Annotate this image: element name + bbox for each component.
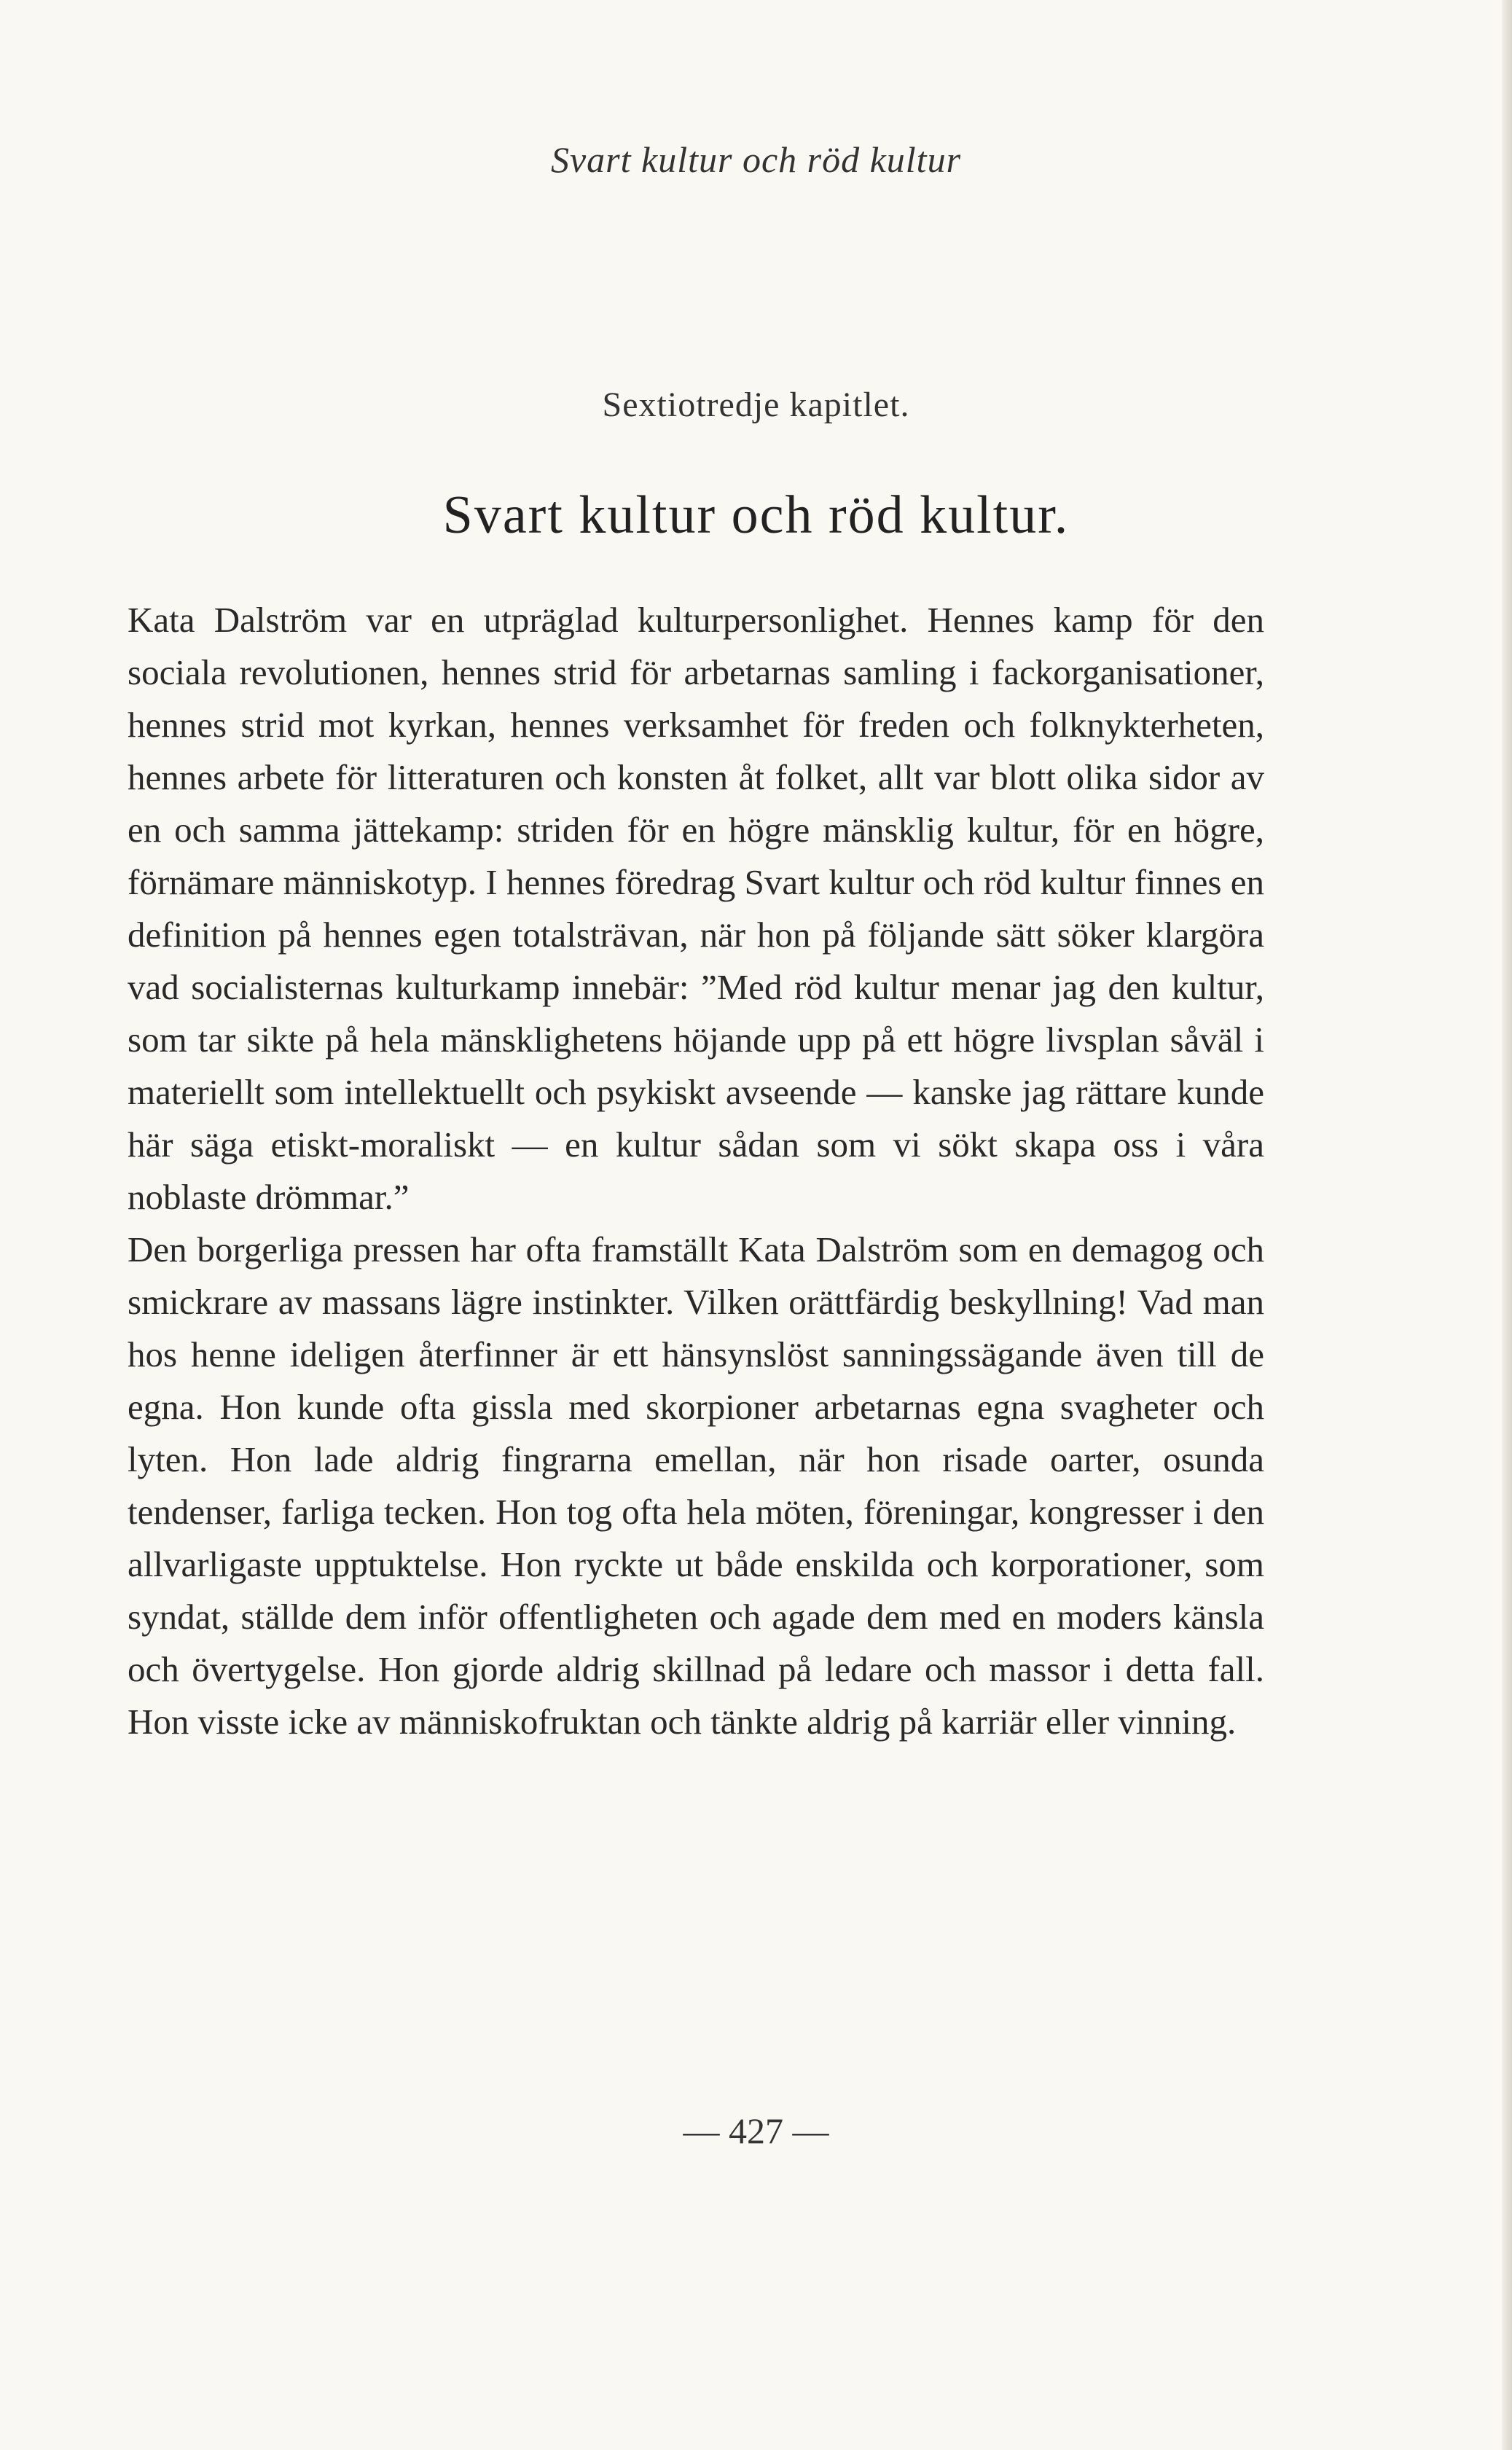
body-text [128,594,1264,1748]
page-edge-shadow [1502,0,1512,2450]
running-header: Svart kultur och röd kultur [550,139,962,180]
chapter-number: Sextiotredje kapitlet. [602,385,910,424]
chapter-title: Svart kultur och röd kultur. [442,485,1070,545]
paragraph: Kata Dalström var en utpräglad kulturpersonlighet. Hennes kamp för den sociala revolutionen, hennes strid för arbetarnas samling i fackorganisationer, hennes strid mot kyrkan, hennes verksamhet för freden och folknykterheten, hennes arbete för litteraturen och konsten åt folket, allt var blott olika sidor av en och samma jättekamp: striden för en högre mänsklig kultur, för en högre, förnämare människotyp. I hennes föredrag Svart kultur och röd kultur finnes en definition på hennes egen totalsträvan, när hon på följande sätt söker klargöra vad socialisternas kulturkamp innebär: ”Med röd kultur menar jag den kultur, som tar sikte på hela mänsklighetens höjande upp på ett högre livsplan såväl i materiellt som intellektuellt och psykiskt avseende — kanske jag rättare kunde här säga etiskt-moraliskt — en kultur sådan som vi sökt skapa oss i våra noblaste drömmar.” [128,600,1264,1217]
paragraph: Den borgerliga pressen har ofta framställt Kata Dalström som en demagog och smickrare av massans lägre instinkter. Vilken orättfärdig beskyllning! Vad man hos henne ideligen återfinner är ett hänsynslöst sanningssägande även till de egna. Hon kunde ofta gissla med skorpioner arbetarnas egna svagheter och lyten. Hon lade aldrig fingrarna emellan, när hon risade oarter, osunda tendenser, farliga tecken. Hon tog ofta hela möten, föreningar, kongresser i den allvarligaste upptuktelse. Hon ryckte ut både enskilda och korporationer, som syndat, ställde dem inför offentligheten och agade dem med en moders känsla och övertygelse. Hon gjorde aldrig skillnad på ledare och massor i detta fall. Hon visste icke av människofruktan och tänkte aldrig på karriär eller vinning. [128,1229,1264,1742]
page-number: — 427 — [683,2110,829,2151]
